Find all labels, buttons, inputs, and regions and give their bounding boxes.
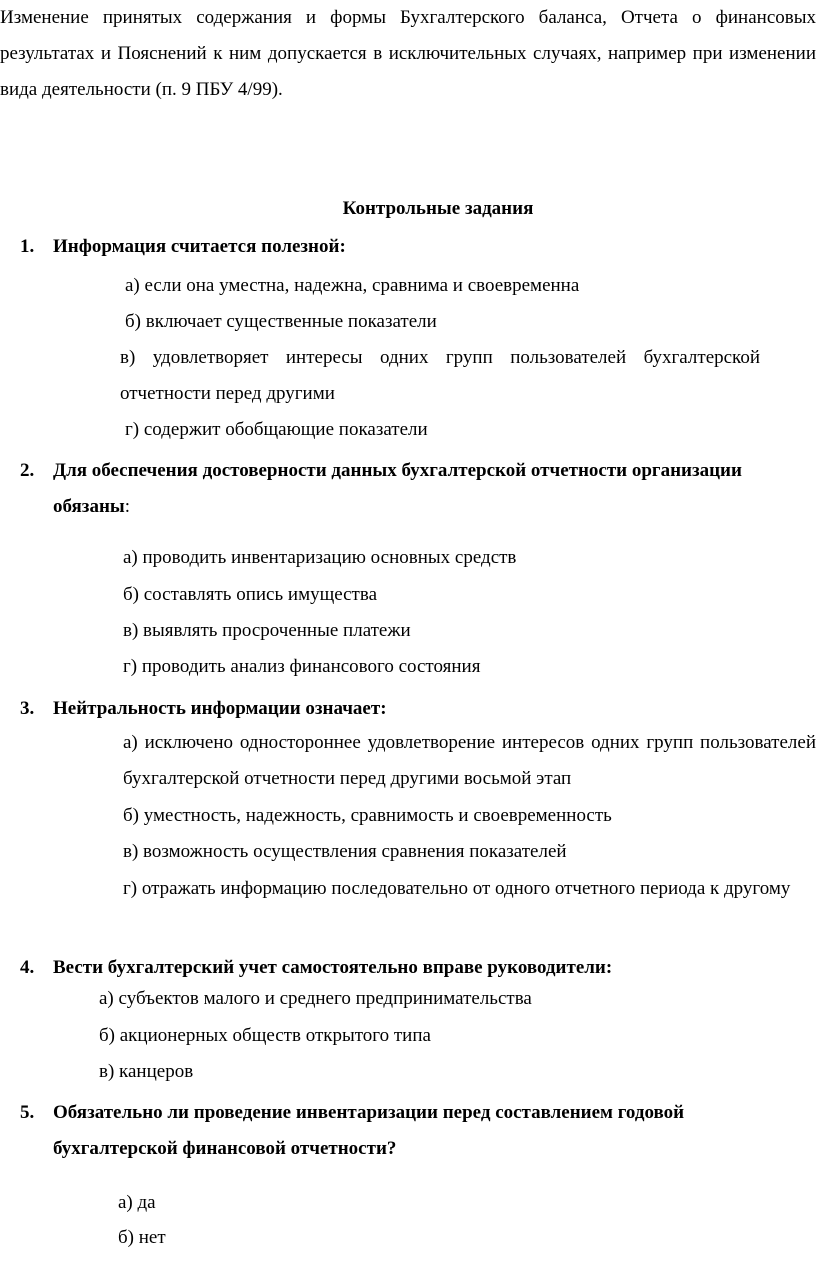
question-4-option-c: в) канцеров (99, 1061, 194, 1082)
question-1-text: Информация считается полезной: (53, 236, 346, 257)
question-2-option-d: г) проводить анализ финансового состояния (123, 656, 481, 677)
question-1-option-d: г) содержит обобщающие показатели (125, 419, 428, 440)
question-4-option-a: а) субъектов малого и среднего предпринимательства (99, 988, 532, 1009)
question-5-number: 5. (20, 1102, 35, 1123)
intro-paragraph: Изменение принятых содержания и формы Бухгалтерского баланса, Отчета о финансовых результатах и Пояснений к ним допускается в исключительных случаях, например при изменении вида деятельности (п. 9 ПБУ 4/99). (0, 7, 816, 100)
question-3-number: 3. (20, 698, 35, 719)
question-3-option-c: в) возможность осуществления сравнения показателей (123, 841, 567, 862)
question-3-option-b: б) уместность, надежность, сравнимость и своевременность (123, 805, 612, 826)
question-2-text-main: Для обеспечения достоверности данных бухгалтерской отчетности организации обязаны (53, 460, 742, 517)
question-4-text: Вести бухгалтерский учет самостоятельно вправе руководители: (53, 957, 613, 978)
question-2-text-colon: : (124, 496, 131, 517)
question-4-option-b: б) акционерных обществ открытого типа (99, 1025, 431, 1046)
question-2-option-b: б) составлять опись имущества (123, 584, 378, 605)
question-1-option-a: а) если она уместна, надежна, сравнима и своевременна (125, 275, 580, 296)
question-3-option-a: а) исключено одностороннее удовлетворение интересов одних групп пользователей бухгалтерской отчетности перед другими восьмой этап (123, 732, 816, 789)
question-2-number: 2. (20, 460, 35, 481)
question-3-option-d: г) отражать информацию последовательно от одного отчетного периода к другому (123, 878, 791, 899)
question-2-text (53, 453, 816, 525)
question-5-text: Обязательно ли проведение инвентаризации перед составлением годовой бухгалтерской финансовой отчетности? (53, 1102, 685, 1159)
question-1-option-b: б) включает существенные показатели (125, 311, 437, 332)
question-1-number: 1. (20, 236, 35, 257)
question-5-option-a: а) да (118, 1192, 156, 1213)
question-4-number: 4. (20, 957, 35, 978)
question-3-text: Нейтральность информации означает: (53, 698, 387, 719)
section-heading: Контрольные задания (342, 198, 534, 219)
question-5-option-b: б) нет (118, 1227, 166, 1248)
question-1-option-c: в) удовлетворяет интересы одних групп пользователей бухгалтерской отчетности перед другими (120, 347, 760, 404)
question-2-option-c: в) выявлять просроченные платежи (123, 620, 411, 641)
question-2-option-a: а) проводить инвентаризацию основных средств (123, 547, 517, 568)
